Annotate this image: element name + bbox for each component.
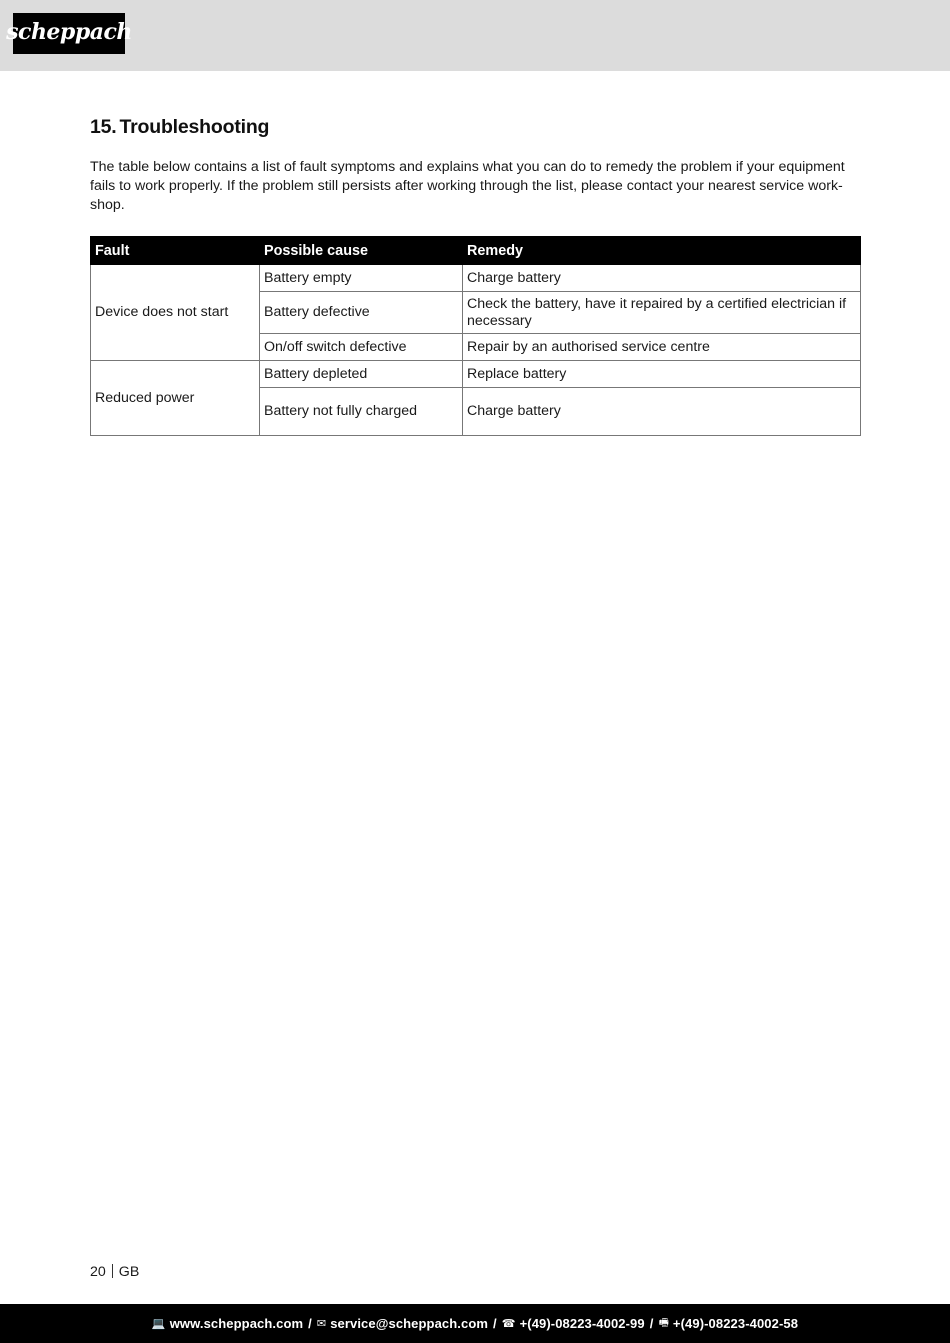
footer-email[interactable]: service@scheppach.com xyxy=(330,1316,489,1331)
mail-icon: ✉ xyxy=(316,1318,327,1330)
footer-separator: / xyxy=(493,1316,497,1331)
fault-cell: Device does not start xyxy=(91,265,260,361)
table-header-row xyxy=(91,237,861,265)
footer-fax: +(49)-08223-4002-58 xyxy=(672,1316,799,1331)
cause-cell: Battery defective xyxy=(260,292,463,334)
intro-paragraph: The table below contains a list of fault symptoms and explains what you can do to remedy the problem if your equipment fails to work properly. If the problem still persists after working through the list, please contact your nearest service work-shop. xyxy=(90,159,845,213)
remedy-cell: Charge battery xyxy=(463,265,861,292)
table-row xyxy=(91,265,861,292)
page-number xyxy=(90,1264,139,1280)
laptop-icon: 💻 xyxy=(151,1318,166,1330)
phone-icon: ☎ xyxy=(501,1318,516,1330)
page-language: GB xyxy=(118,1264,140,1280)
section-heading xyxy=(90,114,860,140)
remedy-cell: Charge battery xyxy=(463,388,861,436)
fault-cell: Reduced power xyxy=(91,361,260,436)
scheppach-logo: scheppach xyxy=(13,13,125,54)
table-row xyxy=(91,361,861,388)
cause-cell: Battery depleted xyxy=(260,361,463,388)
remedy-cell: Check the battery, have it repaired by a certified electrician if necessary xyxy=(463,292,861,334)
section-number: 15. xyxy=(90,116,117,138)
page-footer xyxy=(0,1304,950,1343)
cause-cell: Battery empty xyxy=(260,265,463,292)
main-content xyxy=(90,114,860,436)
header-fault: Fault xyxy=(91,237,260,265)
header-remedy: Remedy xyxy=(463,237,861,265)
page-number-value: 20 xyxy=(90,1264,106,1280)
footer-separator: / xyxy=(649,1316,654,1331)
cause-cell: On/off switch defective xyxy=(260,334,463,361)
footer-phone: +(49)-08223-4002-99 xyxy=(519,1316,645,1331)
page-number-divider xyxy=(112,1264,113,1278)
cause-cell: Battery not fully charged xyxy=(260,388,463,436)
remedy-cell: Repair by an authorised service centre xyxy=(463,334,861,361)
footer-separator: / xyxy=(308,1316,312,1331)
fax-icon: 🖷 xyxy=(658,1317,669,1329)
page-header xyxy=(0,0,950,71)
header-possible-cause: Possible cause xyxy=(260,237,463,265)
troubleshooting-table xyxy=(90,236,861,436)
footer-website[interactable]: www.scheppach.com xyxy=(169,1316,304,1331)
section-title: Troubleshooting xyxy=(119,116,270,138)
remedy-cell: Replace battery xyxy=(463,361,861,388)
